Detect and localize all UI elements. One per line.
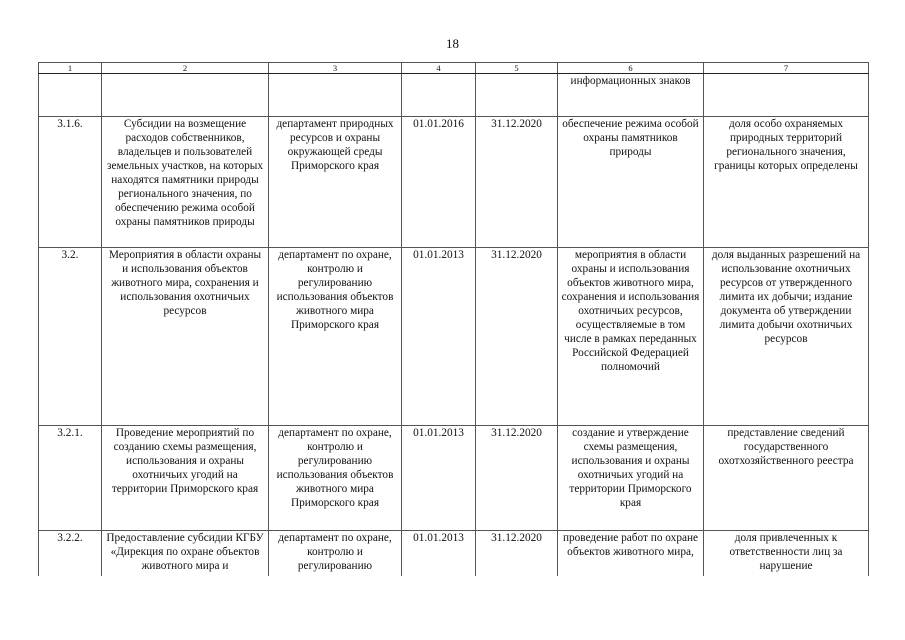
item-end-date: 31.12.2020 (476, 248, 558, 426)
item-indicator: доля привлеченных к ответственности лиц за нарушение (704, 531, 869, 577)
column-header: 2 (102, 63, 269, 74)
column-header: 3 (269, 63, 402, 74)
program-table (38, 62, 869, 576)
column-header: 4 (402, 63, 476, 74)
item-start-date: 01.01.2013 (402, 248, 476, 426)
item-start-date (402, 74, 476, 117)
item-indicator: доля особо охраняемых природных территорий регионального значения, границы которых определены (704, 117, 869, 248)
item-number: 3.1.6. (39, 117, 102, 248)
column-header: 5 (476, 63, 558, 74)
column-header: 6 (558, 63, 704, 74)
item-executor: департамент по охране, контролю и регулированию использования объектов животного мира Приморского края (269, 248, 402, 426)
item-number: 3.2.2. (39, 531, 102, 577)
item-indicator: доля выданных разрешений на использование охотничьих ресурсов от утвержденного лимита их добычи; издание документа об утверждении лимита добычи охотничьих ресурсов (704, 248, 869, 426)
item-start-date: 01.01.2013 (402, 531, 476, 577)
item-result: обеспечение режима особой охраны памятников природы (558, 117, 704, 248)
item-number: 3.2.1. (39, 426, 102, 531)
item-executor: департамент по охране, контролю и регулированию (269, 531, 402, 577)
item-end-date: 31.12.2020 (476, 117, 558, 248)
item-result: информационных знаков (558, 74, 704, 117)
item-end-date: 31.12.2020 (476, 531, 558, 577)
item-name: Проведение мероприятий по созданию схемы размещения, использования и охраны охотничьих угодий на территории Приморского края (102, 426, 269, 531)
item-name: Мероприятия в области охраны и использования объектов животного мира, сохранения и использования охотничьих ресурсов (102, 248, 269, 426)
item-number (39, 74, 102, 117)
item-result: проведение работ по охране объектов животного мира, (558, 531, 704, 577)
item-name: Субсидии на возмещение расходов собственников, владельцев и пользователей земельных участков, на которых находятся памятники природы регионального значения, по обеспечению режима особой охраны памятников природы (102, 117, 269, 248)
item-end-date (476, 74, 558, 117)
item-result: создание и утверждение схемы размещения, использования и охраны охотничьих угодий на территории Приморского края (558, 426, 704, 531)
item-indicator (704, 74, 869, 117)
table-row (39, 248, 869, 426)
item-number: 3.2. (39, 248, 102, 426)
table-row (39, 426, 869, 531)
item-start-date: 01.01.2013 (402, 426, 476, 531)
column-number-row (39, 63, 869, 74)
table-row (39, 531, 869, 577)
column-header: 7 (704, 63, 869, 74)
item-start-date: 01.01.2016 (402, 117, 476, 248)
item-result: мероприятия в области охраны и использования объектов животного мира, сохранения и использования охотничьих ресурсов, осуществляемые в том числе в рамках переданных Российской Федерацией полномочий (558, 248, 704, 426)
item-executor (269, 74, 402, 117)
item-name: Предоставление субсидии КГБУ «Дирекция по охране объектов животного мира и (102, 531, 269, 577)
table-row (39, 117, 869, 248)
item-executor: департамент по охране, контролю и регулированию использования объектов животного мира Приморского края (269, 426, 402, 531)
item-executor: департамент природных ресурсов и охраны окружающей среды Приморского края (269, 117, 402, 248)
item-name (102, 74, 269, 117)
table-row (39, 74, 869, 117)
page-number: 18 (446, 36, 459, 51)
item-indicator: представление сведений государственного охотхозяйственного реестра (704, 426, 869, 531)
column-header: 1 (39, 63, 102, 74)
item-end-date: 31.12.2020 (476, 426, 558, 531)
